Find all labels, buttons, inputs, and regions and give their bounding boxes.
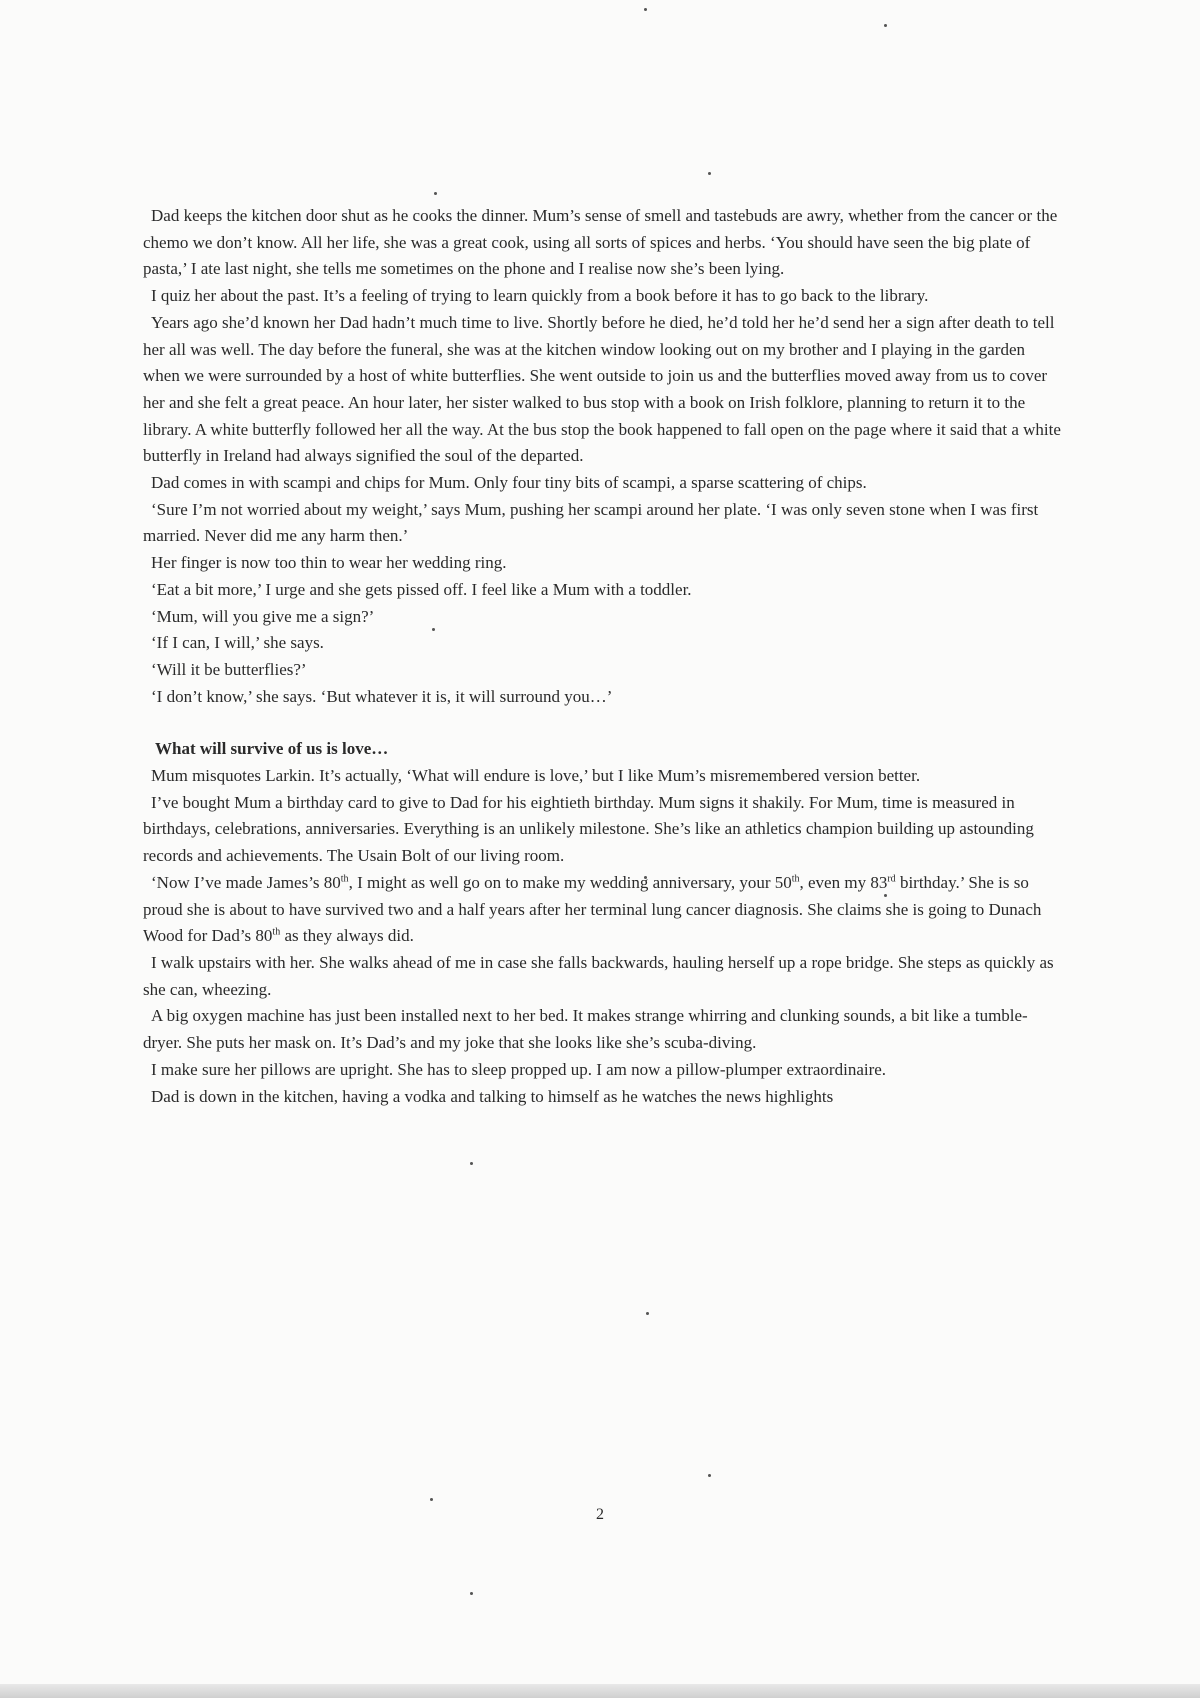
dialogue-line: ‘I don’t know,’ she says. ‘But whatever it is, it will surround you…’ (151, 686, 613, 706)
paragraph: I’ve bought Mum a birthday card to give to Dad for his eightieth birthday. Mum signs it shakily. For Mum, time is measured in birthdays, celebrations, anniversaries. Everything is an unlikely milestone. She’s like an athletics champion building up astounding records and achievements. The Usain Bolt of our living room. (143, 792, 1034, 866)
paragraph: ‘Eat a bit more,’ I urge and she gets pissed off. I feel like a Mum with a toddler. (151, 579, 692, 599)
text-run: ‘Now I’ve made James’s 80 (151, 872, 341, 892)
section-heading: What will survive of us is love… (155, 739, 389, 759)
paragraph: Dad comes in with scampi and chips for Mum. Only four tiny bits of scampi, a sparse scattering of chips. (151, 473, 867, 493)
text-run: birthday.’ She is so proud she is about to have survived two and a half years after her terminal lung cancer diagnosis. She claims she is going to Dunach Wood for Dad’s 80 (143, 872, 1042, 946)
scan-bottom-edge (0, 1684, 1200, 1698)
text-run: , even my 83 (799, 872, 888, 892)
text-run: , I might as well go on to make my wedding anniversary, your 50 (348, 872, 792, 892)
paragraph: Mum misquotes Larkin. It’s actually, ‘What will endure is love,’ but I like Mum’s misremembered version better. (151, 766, 921, 786)
scan-speck (708, 172, 711, 175)
scan-speck (470, 1592, 473, 1595)
scan-speck (430, 1498, 433, 1501)
dialogue-line: ‘Will it be butterflies?’ (151, 659, 307, 679)
paragraph: Dad is down in the kitchen, having a vodka and talking to himself as he watches the news highlights (151, 1086, 834, 1106)
page-number: 2 (596, 1506, 604, 1523)
scan-speck (884, 24, 887, 27)
scan-speck (646, 1312, 649, 1315)
dialogue-line: ‘Mum, will you give me a sign?’ (151, 606, 375, 626)
paragraph: I walk upstairs with her. She walks ahead of me in case she falls backwards, hauling herself up a rope bridge. She steps as quickly as she can, wheezing. (143, 952, 1054, 999)
ordinal-suffix: th (272, 926, 281, 938)
paragraph: Dad keeps the kitchen door shut as he cooks the dinner. Mum’s sense of smell and tastebuds are awry, whether from the cancer or the chemo we don’t know. All her life, she was a great cook, using all sorts of spices and herbs. ‘You should have seen the big plate of pasta,’ I ate last night, she tells me sometimes on the phone and I realise now she’s been lying. (143, 206, 1058, 279)
paragraph: Her finger is now too thin to wear her wedding ring. (151, 553, 507, 573)
paragraph: Years ago she’d known her Dad hadn’t much time to live. Shortly before he died, he’d told her he’d send her a sign after death to tell her all was well. The day before the funeral, she was at the kitchen window looking out on my brother and I playing in the garden when we were surrounded by a host of white butterflies. She went outside to join us and the butterflies moved away from us to cover her and she felt a great peace. An hour later, her sister walked to bus stop with a book on Irish folklore, planning to return it to the library. A white butterfly followed her all the way. At the bus stop the book happened to fall open on the page where it said that a white butterfly in Ireland had always signified the soul of the departed. (143, 312, 1061, 466)
body-text (143, 203, 1063, 1110)
ordinal-suffix: rd (887, 873, 896, 885)
dialogue-line: ‘If I can, I will,’ she says. (151, 633, 324, 653)
scan-speck (434, 192, 437, 195)
paragraph: I make sure her pillows are upright. She has to sleep propped up. I am now a pillow-plumper extraordinaire. (151, 1059, 887, 1079)
scan-speck (644, 8, 647, 11)
ordinal-suffix: th (791, 873, 800, 885)
scan-speck (708, 1474, 711, 1477)
scan-speck (470, 1162, 473, 1165)
ordinal-suffix: th (340, 873, 349, 885)
text-run: as they always did. (280, 926, 414, 946)
paragraph: I quiz her about the past. It’s a feeling of trying to learn quickly from a book before it has to go back to the library. (151, 286, 929, 306)
paragraph: ‘Sure I’m not worried about my weight,’ says Mum, pushing her scampi around her plate. ‘I was only seven stone when I was first married. Never did me any harm then.’ (143, 499, 1039, 546)
paragraph: A big oxygen machine has just been installed next to her bed. It makes strange whirring and clunking sounds, a bit like a tumble-dryer. She puts her mask on. It’s Dad’s and my joke that she looks like she’s scuba-diving. (143, 1006, 1028, 1053)
anniversary-paragraph (143, 870, 1063, 950)
